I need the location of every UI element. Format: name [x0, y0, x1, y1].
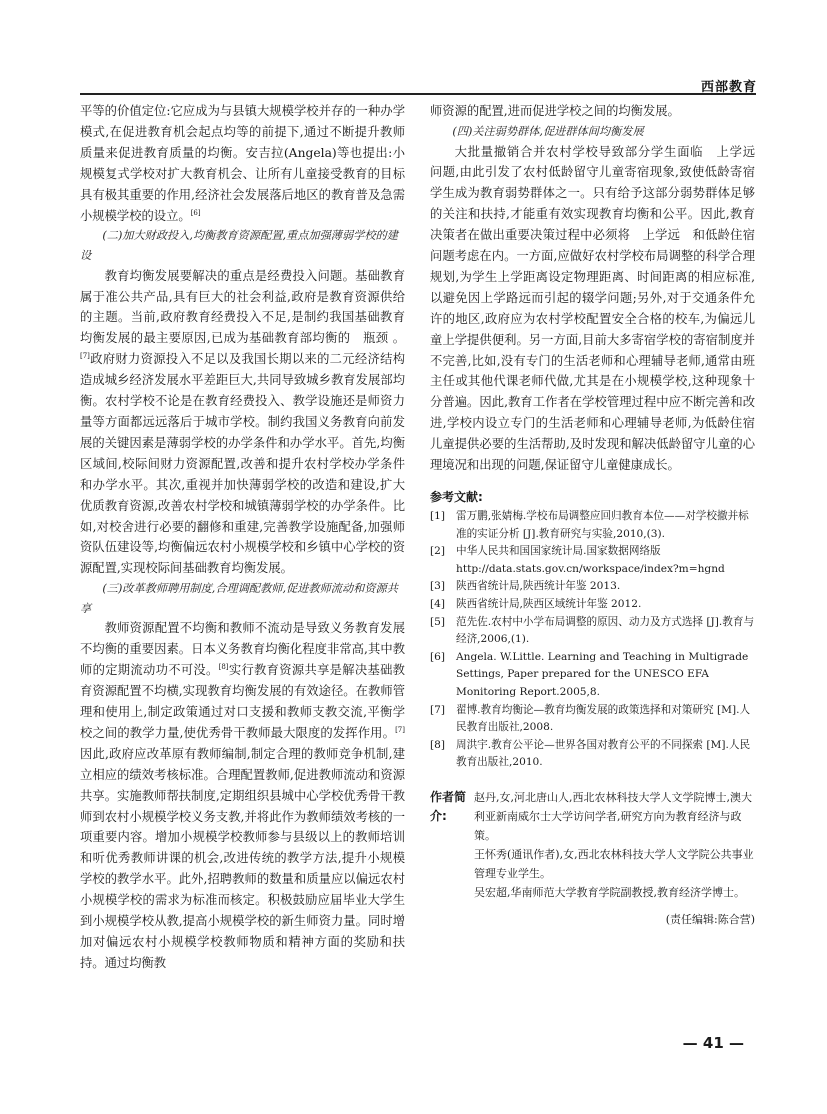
- editor-note: (责任编辑:陈合营): [665, 912, 755, 926]
- page-number: — 41 —: [682, 1034, 744, 1052]
- section-heading: (二)加大财政投入,均衡教育资源配置,重点加强薄弱学校的建设: [80, 229, 398, 263]
- author-block: [430, 788, 755, 902]
- references-list: [430, 508, 755, 772]
- right-column-body: [430, 101, 768, 476]
- paragraph-text: 因此,政府应改革原有教师编制,制定合理的教师竞争机制,建立相应的绩效考核标准。合理配置教师,促进教师流动和资源共享。实施教师帮扶制度,定期组织县城中心学校优秀骨干教师到农村小规模学校义务支教,并将此作为教师绩效考核的一项重要内容。增加小规模学校教师参与县级以上的教师培训和听优秀教师讲课的机会,改进传统的教学方法,提升小规模学校的教学水平。此外,招聘教师的数量和质量应以偏远农村小规模学校的需求为标准而核定。积极鼓励应届毕业大学生到小规模学校从教,提高小规模学校的新生师资力量。同时增加对偏远农村小规模学校教师物质和精神方面的奖励和扶持。通过均衡教: [80, 746, 405, 970]
- reference-item: [430, 578, 755, 596]
- paragraph-text: 政府财力资源投入不足以及我国长期以来的二元经济结构造成城乡经济发展水平差距巨大,共同导致城乡教育发展部均衡。农村学校不论是在教育经费投入、教学设施还是师资力量等方面都远远落后于城市学校。制约我国义务教育向前发展的关键因素是薄弱学校的办学条件和办学水平。首先,均衡区域间,校际间财力资源配置,改善和提升农村学校办学条件和办学水平。其次,重视并加快薄弱学校的改造和建设,扩大优质教育资源,改善农村学校和城镇薄弱学校的办学条件。比如,对校舍进行必要的翻修和重建,完善教学设施配备,加强师资队伍建设等,均衡偏远农村小规模学校和乡镇中心学校的资源配置,实现校际间基础教育均衡发展。: [80, 352, 405, 576]
- reference-text: 翟博.教育均衡论—教育均衡发展的政策选择和对策研究 [M].人民教育出版社,2008.: [456, 703, 751, 734]
- paragraph-text: 教育均衡发展要解决的重点是经费投入问题。基础教育属于准公共产品,具有巨大的社会利益,政府是教育资源供给的主题。当前,政府教育经费投入不足,是制约我国基础教育均衡发展的最主要原因,已成为基础教育部均衡的 瓶颈 。: [80, 268, 405, 346]
- author-label: 作者简介:: [430, 789, 467, 823]
- reference-text: 范先佐.农村中小学布局调整的原因、动力及方式选择 [J].教育与经济,2006,(1).: [456, 615, 755, 646]
- reference-item: [430, 543, 755, 578]
- paragraph: [430, 142, 768, 477]
- author-line: 王怀秀(通讯作者),女,西北农林科技大学人文学院公共事业管理专业学生。: [474, 847, 754, 880]
- citation-mark: [7]: [80, 352, 90, 361]
- paragraph-text: 平等的价值定位:它应成为与县镇大规模学校并存的一种办学模式,在促进教育机会起点均等的前提下,通过不断提升教师质量来促进教育质量的均衡。安吉拉(Angela)等也提出:小规模复式学校对扩大教育机会、让所有儿童接受教育的目标具有极其重要的作用,经济社会发展落后地区的教育普及急需小规模学校的设立。: [80, 104, 405, 223]
- section-heading: (三)改革教师聘用制度,合理调配教师,促进教师流动和资源共享: [80, 582, 398, 615]
- reference-text: 陕西省统计局,陕西统计年鉴 2013.: [456, 580, 621, 593]
- reference-text: 中华人民共和国国家统计局.国家数据网络版 http://data.stats.gov.cn/workspace/index?m=hgnd: [456, 545, 725, 575]
- paragraph-text: 教师资源配置不均衡和教师不流动是导致义务教育发展不均衡的重要因素。日本义务教育均衡化程度非常高,其中教师的定期流动功不可没。: [80, 621, 405, 678]
- reference-number: [8]: [430, 738, 446, 751]
- reference-item: [430, 649, 755, 702]
- journal-name: 西部教育: [700, 80, 757, 95]
- right-column: [430, 101, 768, 929]
- reference-item: [430, 614, 755, 649]
- reference-text: 雷万鹏,张婧梅.学校布局调整应回归教育本位——对学校撤并标准的实证分析 [J].教育研究与实验,2010,(3).: [456, 510, 749, 540]
- citation-mark: [6]: [190, 208, 201, 217]
- author-line: 吴宏超,华南师范大学教育学院副教授,教育经济学博士。: [474, 885, 745, 899]
- paragraph-text: 大批量撤销合并农村学校导致部分学生面临 上学远 问题,由此引发了农村低龄留守儿童寄宿现象,致使低龄寄宿学生成为教育弱势群体之一。只有给予这部分弱势群体足够的关注和扶持,才能重有效实现教育均衡和公平。因此,教育决策者在做出重要决策过程中必须将 上学远 和低龄住宿问题考虑在内。一方面,应做好农村学校布局调整的科学合理规划,为学生上学距离设定物理距离、时间距离的相应标准,以避免因上学路远而引起的辍学问题;另外,对于交通条件允许的地区,政府应为农村学校配置安全合格的校车,为偏远儿童上学提供便利。另一方面,目前大多寄宿学校的寄宿制度并不完善,比如,没有专门的生活老师和心理辅导老师,通常由班主任或其他代课老师代做,尤其是在小规模学校,这种现象十分普遍。因此,教育工作者在学校管理过程中应不断完善和改进,学校内设立专门的生活老师和心理辅导老师,为低龄住宿儿童提供必要的生活帮助,及时发现和解决低龄留守儿童的心理境况和出现的问题,保证留守儿童健康成长。: [430, 144, 768, 473]
- references-title: 参考文献:: [430, 490, 483, 504]
- reference-number: [4]: [430, 597, 446, 610]
- reference-number: [1]: [430, 510, 446, 522]
- paragraph: [80, 266, 405, 580]
- citation-mark: [7]: [395, 725, 405, 734]
- citation-mark: [8]: [218, 663, 229, 672]
- reference-number: [3]: [430, 580, 446, 593]
- reference-item: [430, 737, 755, 772]
- paragraph-text: 师资源的配置,进而促进学校之间的均衡发展。: [430, 104, 680, 118]
- paragraph: [430, 101, 755, 122]
- reference-text: Angela. W.Little. Learning and Teaching in Multigrade Settings, Paper prepared for the UNESCO EFA Monitoring Report.2005,8.: [456, 650, 749, 698]
- reference-item: [430, 596, 755, 614]
- reference-item: [430, 702, 755, 737]
- reference-text: 陕西省统计局,陕西区域统计年鉴 2012.: [456, 597, 642, 610]
- paragraph-text: 实行教育资源共享是解决基础教育资源配置不均横,实现教育均衡发展的有效途径。在教师管理和使用上,制定政策通过对口支援和教师支教交流,平衡学校之间的教学力量,使优秀骨干教师最大限度的发挥作用。: [80, 663, 405, 740]
- reference-number: [6]: [430, 650, 446, 663]
- header-rule: [80, 93, 756, 95]
- left-column: [80, 101, 405, 974]
- author-line: 赵丹,女,河北唐山人,西北农林科技大学人文学院博士,澳大利亚新南威尔士大学访问学者,研究方向为教育经济与政策。: [474, 790, 752, 842]
- reference-number: [7]: [430, 703, 446, 716]
- paragraph: [80, 618, 405, 973]
- reference-number: [2]: [430, 545, 446, 558]
- reference-number: [5]: [430, 615, 446, 628]
- section-heading: (四)关注弱势群体,促进群体间均衡发展: [452, 124, 644, 138]
- paragraph: [80, 101, 405, 226]
- author-lines: [474, 788, 755, 902]
- reference-text: 周洪宇.教育公平论—世界各国对教育公平的不同探索 [M].人民教育出版社,2010.: [456, 738, 751, 769]
- reference-item: [430, 508, 755, 543]
